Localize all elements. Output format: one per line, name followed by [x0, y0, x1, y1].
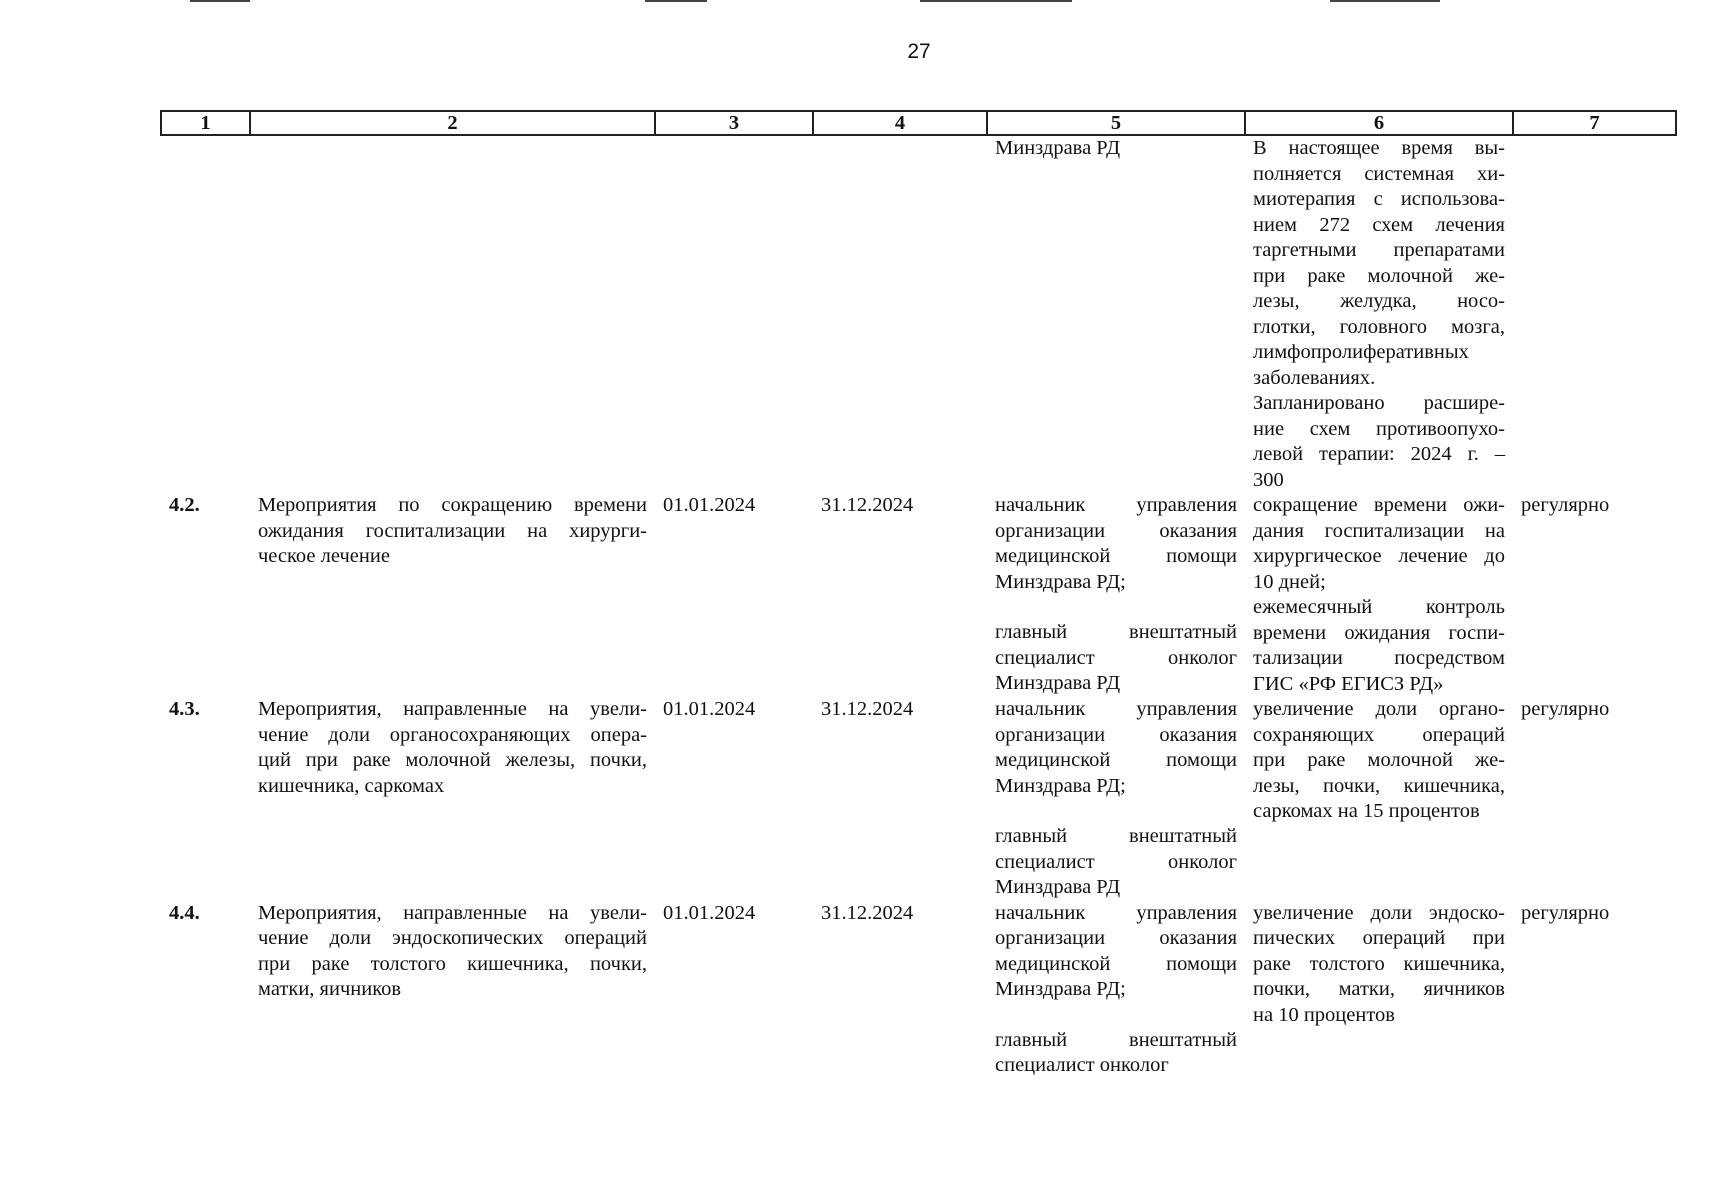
result-line: заболеваниях. [1253, 366, 1376, 389]
result-line: времени ожидания госпи- [1253, 621, 1505, 644]
responsible-line: начальник управления [995, 494, 1237, 516]
responsible-line: Минздрава РД [995, 672, 1121, 694]
table-row-continuation [161, 135, 1676, 493]
result-line: почки, матки, яичников [1253, 978, 1505, 1000]
result-line: лезы, почки, кишечника, [1253, 774, 1505, 797]
responsible-line: организации оказания [995, 723, 1237, 746]
result-line: лезы, желудка, носо- [1253, 290, 1505, 312]
responsible-line: организации оказания [995, 927, 1237, 949]
result-line: таргетными препаратами [1253, 239, 1505, 261]
measure-name-line: Мероприятия, направленные на увели- [258, 698, 647, 720]
scan-artifact-line [645, 0, 707, 2]
start-date: 01.01.2024 [663, 901, 756, 924]
responsible-block [995, 824, 1237, 901]
column-header: 4 [813, 111, 987, 135]
result-line: увеличение доли эндоско- [1253, 901, 1505, 924]
responsible-line: начальник управления [995, 901, 1237, 924]
measure-name [250, 493, 655, 697]
result-line: ГИС «РФ ЕГИСЗ РД» [1253, 672, 1444, 695]
result-cell [1245, 697, 1513, 901]
start-date: 01.01.2024 [663, 494, 756, 516]
responsible-line: специалист онколог [995, 646, 1237, 669]
result-line: при раке молочной же- [1253, 749, 1505, 771]
responsible-line: Минздрава РД; [995, 774, 1126, 797]
responsible-block [995, 620, 1237, 697]
item-number: 4.4. [169, 901, 200, 924]
measure-name-line: Мероприятия, направленные на увели- [258, 901, 647, 924]
result-line: 10 дней; [1253, 570, 1326, 593]
responsible-line: начальник управления [995, 698, 1237, 720]
responsible-line: медицинской помощи [995, 952, 1237, 975]
result-line: В настоящее время вы- [1253, 137, 1505, 159]
result-line: при раке молочной же- [1253, 264, 1505, 287]
measure-name-line: чение доли органосохраняющих опера- [258, 723, 647, 746]
column-header: 1 [161, 111, 250, 135]
result-line: на 10 процентов [1253, 1003, 1395, 1026]
measure-name-line: кишечника, саркомах [258, 774, 445, 797]
responsible-line: главный внештатный [995, 825, 1237, 847]
column-header: 3 [655, 111, 813, 135]
result-line: тализации посредством [1253, 647, 1505, 669]
item-number: 4.3. [169, 698, 200, 720]
periodicity: регулярно [1521, 698, 1610, 720]
table-row [161, 493, 1676, 697]
result-line: 300 [1253, 468, 1284, 491]
measure-name-line: ций при раке молочной железы, почки, [258, 749, 647, 771]
result-line: миотерапия с использова- [1253, 188, 1505, 210]
page-number: 27 [907, 40, 931, 63]
result-line: саркомах на 15 процентов [1253, 800, 1480, 822]
result-line: сокращение времени ожи- [1253, 494, 1505, 516]
responsible-cell [987, 135, 1245, 493]
end-date: 31.12.2024 [821, 698, 914, 720]
responsible-line: медицинской помощи [995, 545, 1237, 567]
measure-name [250, 901, 655, 1079]
result-line: дания госпитализации на [1253, 519, 1505, 542]
responsible-line: главный внештатный [995, 621, 1237, 643]
periodicity: регулярно [1521, 901, 1610, 924]
scan-artifact-line [1330, 0, 1440, 2]
responsible-block [995, 493, 1237, 595]
responsible-line: медицинской помощи [995, 749, 1237, 771]
result-line: глотки, головного мозга, [1253, 315, 1505, 338]
result-line: ежемесячный контроль [1253, 596, 1505, 618]
responsible-block [995, 901, 1237, 1003]
result-cell [1245, 135, 1513, 493]
responsible-line: Минздрава РД [995, 876, 1121, 898]
end-date: 31.12.2024 [821, 901, 914, 924]
scan-artifact-line [190, 0, 250, 2]
measure-name [250, 697, 655, 901]
start-date: 01.01.2024 [663, 698, 756, 720]
responsible-line: Минздрава РД; [995, 570, 1126, 593]
responsible-cell [987, 697, 1245, 901]
measure-name-line: при раке толстого кишечника, почки, [258, 952, 647, 975]
measure-name-line: чение доли эндоскопических операций [258, 927, 647, 949]
result-line: левой терапии: 2024 г. – [1253, 443, 1505, 465]
measure-name-line: ческое лечение [258, 545, 390, 567]
responsible-line: организации оказания [995, 519, 1237, 542]
measure-name-line: Мероприятия по сокращению времени [258, 494, 647, 516]
scan-artifact-line [920, 0, 1072, 2]
result-line: хирургическое лечение до [1253, 545, 1505, 567]
responsible-line: специалист онколог [995, 1054, 1169, 1076]
table-header-row [161, 111, 1676, 135]
result-line: пических операций при [1253, 927, 1505, 949]
result-cell [1245, 493, 1513, 697]
measures-table [160, 110, 1677, 1079]
column-header: 2 [250, 111, 655, 135]
responsible-block [995, 697, 1237, 799]
item-number: 4.2. [169, 494, 200, 516]
result-line: лимфопролиферативных [1253, 341, 1469, 363]
measure-name-line: матки, яичников [258, 978, 402, 1000]
result-line: нием 272 схем лечения [1253, 213, 1505, 236]
responsible-cell [987, 901, 1245, 1079]
column-header: 7 [1513, 111, 1676, 135]
responsible-block [995, 1028, 1237, 1079]
result-line: раке толстого кишечника, [1253, 952, 1505, 975]
table-row [161, 697, 1676, 901]
result-line: увеличение доли органо- [1253, 698, 1505, 720]
result-line: Запланировано расшире- [1253, 392, 1505, 414]
result-cell [1245, 901, 1513, 1079]
column-header: 5 [987, 111, 1245, 135]
measure-name-line: ожидания госпитализации на хирурги- [258, 519, 647, 542]
table-row [161, 901, 1676, 1079]
responsible-line: главный внештатный [995, 1028, 1237, 1051]
responsible-line: специалист онколог [995, 850, 1237, 873]
responsible-line: Минздрава РД; [995, 978, 1126, 1000]
periodicity: регулярно [1521, 494, 1610, 516]
responsible-line: Минздрава РД [995, 137, 1121, 159]
result-line: полняется системная хи- [1253, 162, 1505, 185]
end-date: 31.12.2024 [821, 494, 914, 516]
column-header: 6 [1245, 111, 1513, 135]
responsible-cell [987, 493, 1245, 697]
result-line: ние схем противоопухо- [1253, 417, 1505, 440]
result-line: сохраняющих операций [1253, 723, 1505, 746]
